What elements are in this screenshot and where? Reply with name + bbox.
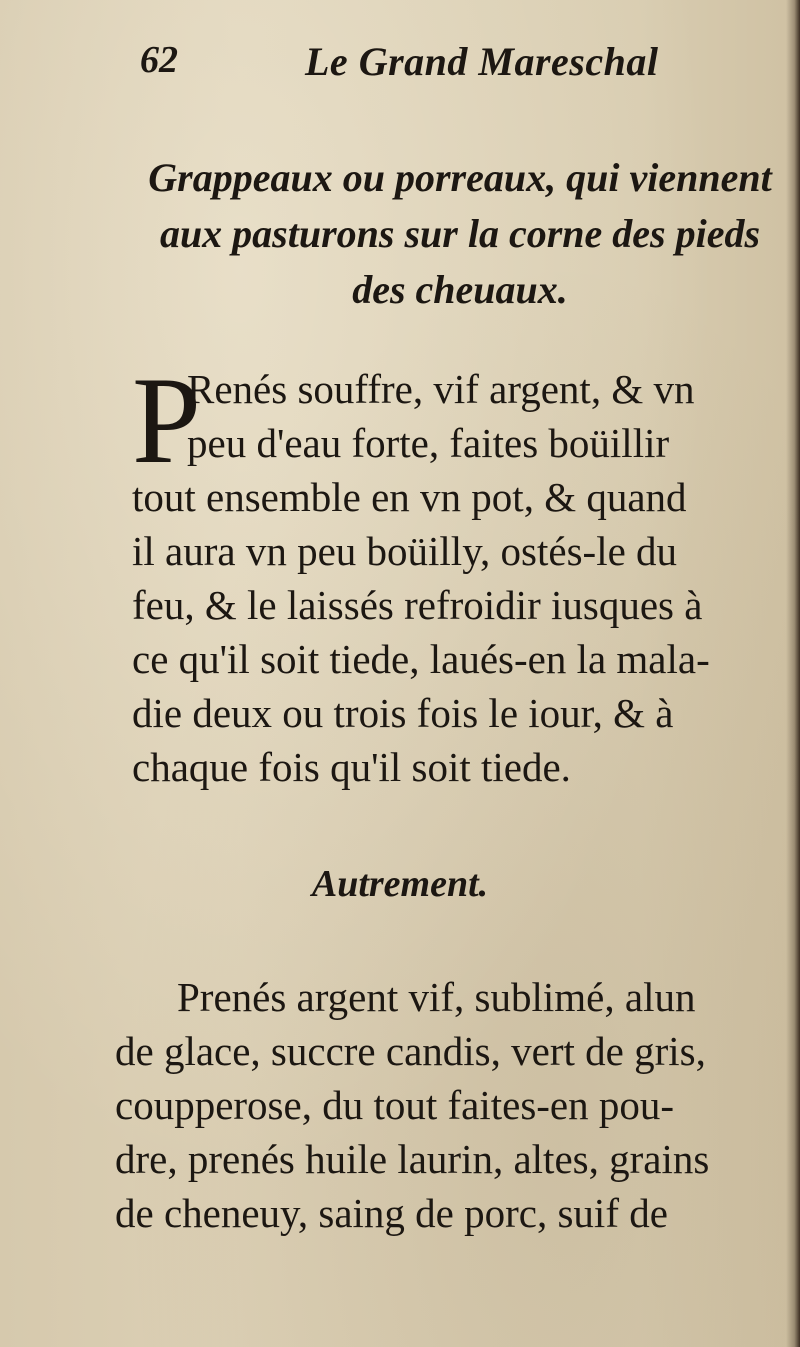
chapter-title-line: Grappeaux ou porreaux, qui viennent: [148, 155, 772, 200]
text-line: de cheneuy, saing de porc, suif de: [115, 1190, 668, 1236]
text-line: tout ensemble en vn pot, & quand: [132, 474, 687, 520]
text-line: Renés souffre, vif argent, & vn: [187, 366, 695, 412]
chapter-title: [130, 150, 790, 318]
text-line: feu, & le laissés refroidir iusques à: [132, 582, 703, 628]
drop-cap: P: [132, 352, 201, 489]
chapter-title-line: aux pasturons sur la corne des pieds: [159, 211, 761, 256]
text-line: coupperose, du tout faites-en pou-: [115, 1082, 675, 1128]
chapter-title-line: des cheuaux.: [352, 267, 568, 312]
paragraph-two: [115, 970, 785, 1240]
text-line: de glace, succre candis, vert de gris,: [115, 1028, 706, 1074]
page-header: [130, 38, 690, 88]
text-line: il aura vn peu boüilly, ostés-le du: [132, 528, 678, 574]
section-heading: Autrement.: [311, 863, 489, 905]
text-line: chaque fois qu'il soit tiede.: [132, 744, 571, 790]
paragraph-one: [132, 352, 792, 794]
text-line: peu d'eau forte, faites boüillir: [187, 420, 670, 466]
text-line: ce qu'il soit tiede, laués-en la mala-: [132, 636, 710, 682]
running-title: Le Grand Mareschal: [305, 39, 659, 84]
text-line: die deux ou trois fois le iour, & à: [132, 690, 674, 736]
page-number: 62: [140, 39, 178, 81]
text-line: Prenés argent vif, sublimé, alun: [177, 974, 696, 1020]
text-line: dre, prenés huile laurin, altes, grains: [115, 1136, 710, 1182]
